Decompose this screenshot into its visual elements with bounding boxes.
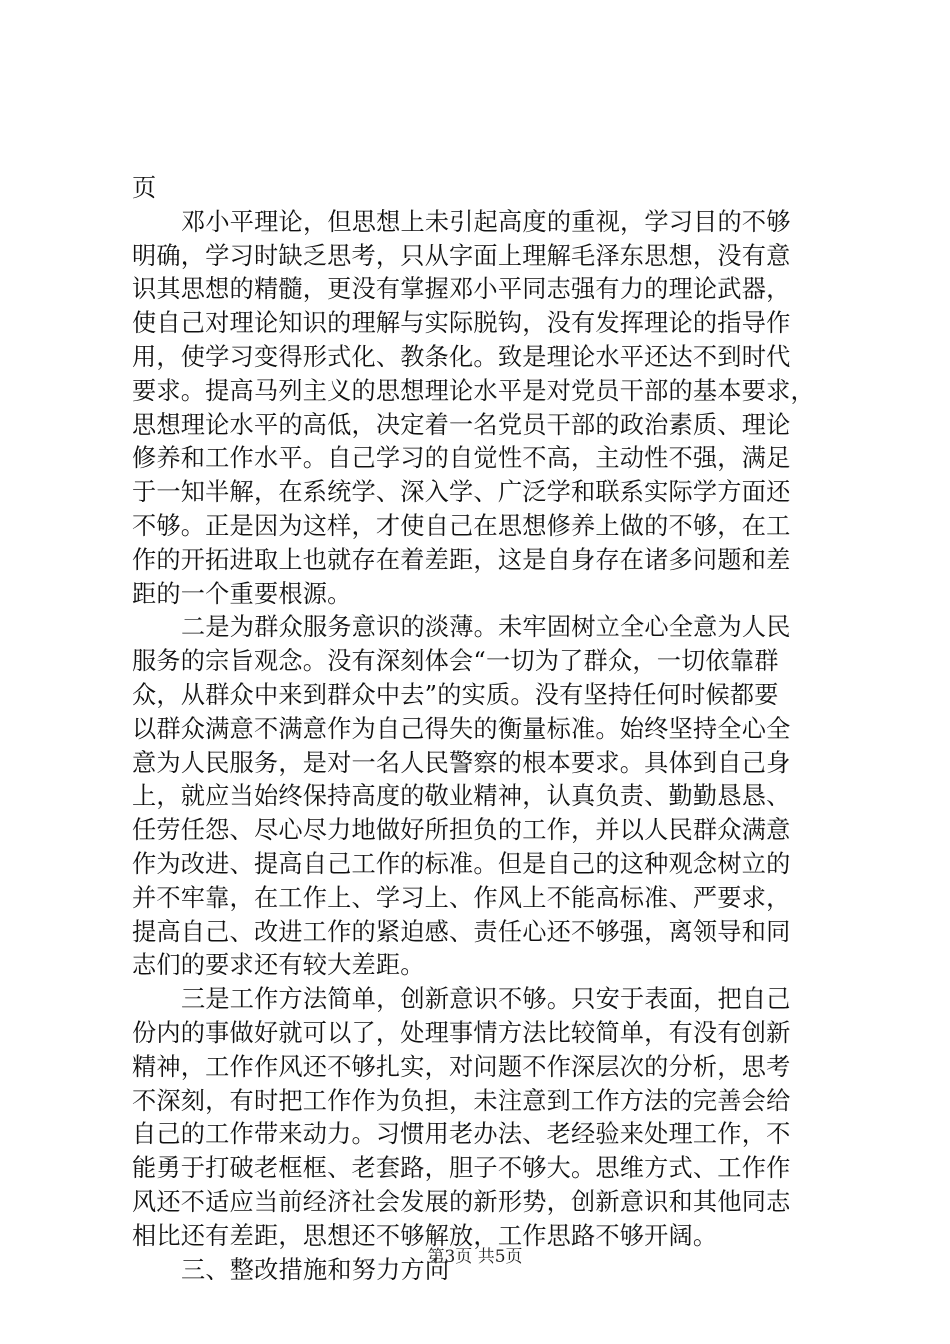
text-line: 自己的工作带来动力。习惯用老办法、老经验来处理工作，不 (132, 1120, 791, 1149)
text-line: 距的一个重要根源。 (132, 579, 352, 608)
text-line: 修养和工作水平。自己学习的自觉性不高，主动性不强，满足 (132, 444, 791, 473)
text-line: 不够。正是因为这样，才使自己在思想修养上做的不够，在工 (132, 511, 791, 540)
text-line: 作的开拓进取上也就存在着差距，这是自身存在诸多问题和差 (132, 545, 791, 574)
text-line: 识其思想的精髓，更没有掌握邓小平同志强有力的理论武器， (132, 275, 791, 304)
text-line: 并不牢靠，在工作上、学习上、作风上不能高标准、严要求， (132, 883, 791, 912)
text-line: 以群众满意不满意作为自己得失的衡量标准。始终坚持全心全 (132, 714, 791, 743)
text-line: 服务的宗旨观念。没有深刻体会“一切为了群众，一切依靠群 (132, 647, 779, 676)
text-line: 任劳任怨、尽心尽力地做好所担负的工作，并以人民群众满意 (132, 816, 791, 845)
text-line: 明确，学习时缺乏思考，只从字面上理解毛泽东思想，没有意 (132, 241, 791, 270)
text-line: 页 (132, 174, 157, 202)
text-line: 思想理论水平的高低，决定着一名党员干部的政治素质、理论 (132, 410, 791, 439)
text-line: 提高自己、改进工作的紧迫感、责任心还不够强，离领导和同 (132, 917, 791, 946)
text-line: 三是工作方法简单，创新意识不够。只安于表面，把自己 (181, 985, 791, 1014)
text-line: 风还不适应当前经济社会发展的新形势，创新意识和其他同志 (132, 1187, 791, 1216)
text-line: 意为人民服务，是对一名人民警察的根本要求。具体到自己身 (132, 748, 791, 777)
text-line: 用，使学习变得形式化、教条化。致是理论水平还达不到时代 (132, 342, 791, 371)
text-line: 众，从群众中来到群众中去”的实质。没有坚持任何时候都要 (132, 680, 779, 709)
text-line: 使自己对理论知识的理解与实际脱钩，没有发挥理论的指导作 (132, 309, 791, 338)
text-line: 要求。提高马列主义的思想理论水平是对党员干部的基本要求， (132, 376, 815, 405)
text-line: 精神，工作作风还不够扎实，对问题不作深层次的分析，思考 (132, 1052, 791, 1081)
page-footer: 第3页 共5页 (427, 1247, 523, 1267)
text-line: 于一知半解，在系统学、深入学、广泛学和联系实际学方面还 (132, 478, 791, 507)
text-line: 上，就应当始终保持高度的敬业精神，认真负责、勤勤恳恳、 (132, 782, 791, 811)
text-line: 二是为群众服务意识的淡薄。未牢固树立全心全意为人民 (181, 613, 791, 642)
text-line: 不深刻，有时把工作作为负担，未注意到工作方法的完善会给 (132, 1086, 791, 1115)
text-line: 相比还有差距，思想还不够解放，工作思路不够开阔。 (132, 1221, 718, 1250)
document-body (132, 172, 832, 1287)
text-line: 作为改进、提高自己工作的标准。但是自己的这种观念树立的 (132, 849, 791, 878)
text-line: 志们的要求还有较大差距。 (132, 951, 425, 980)
text-line: 份内的事做好就可以了，处理事情方法比较简单，有没有创新 (132, 1018, 791, 1047)
text-line: 三、整改措施和努力方向 (181, 1255, 450, 1284)
text-line: 能勇于打破老框框、老套路，胆子不够大。思维方式、工作作 (132, 1154, 791, 1183)
text-line: 邓小平理论，但思想上未引起高度的重视，学习目的不够 (181, 207, 791, 236)
